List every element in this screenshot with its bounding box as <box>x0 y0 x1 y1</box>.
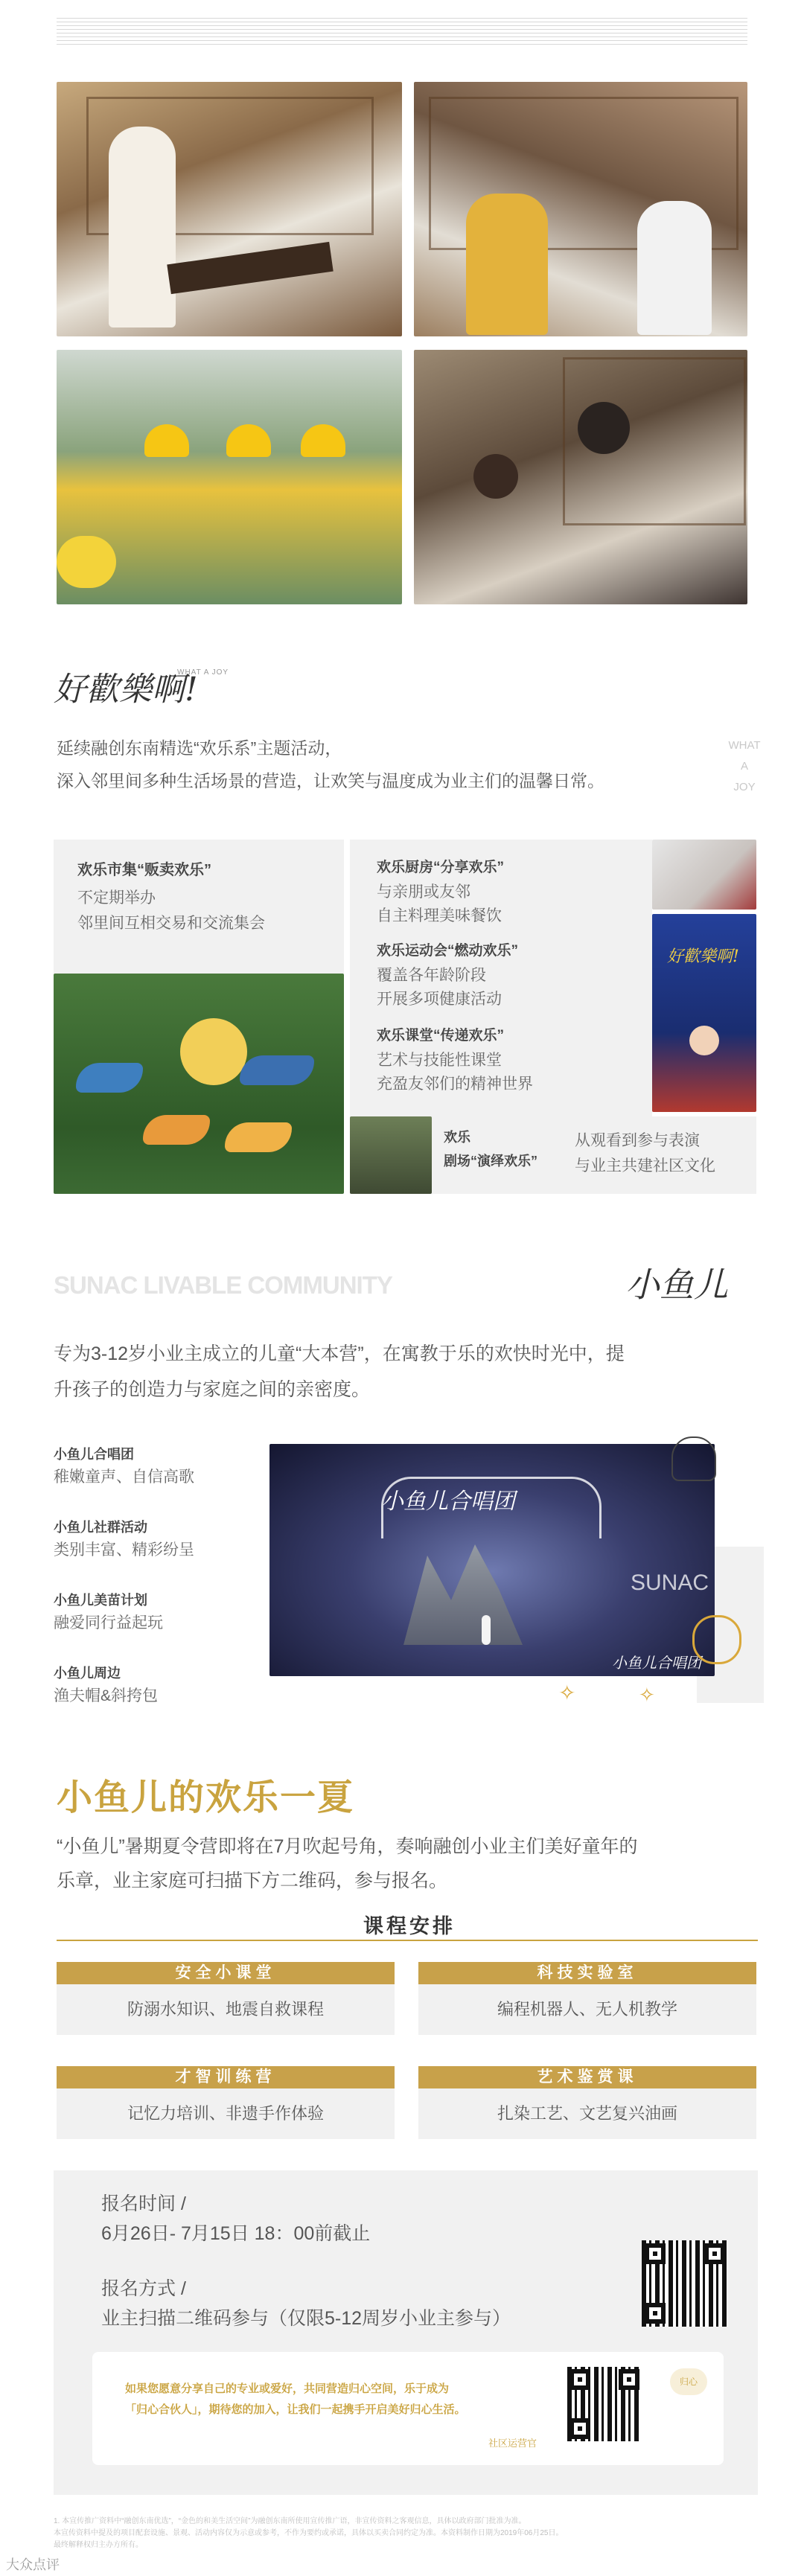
community-desc-1: 专为3-12岁小业主成立的儿童“大本营”，在寓教于乐的欢快时光中，提 <box>54 1343 625 1364</box>
course-content: 扎染工艺、文艺复兴油画 <box>418 2088 756 2139</box>
photo-child-performer <box>652 914 756 1112</box>
intro-line-1: 延续融创东南精选“欢乐系”主题活动， <box>57 738 342 758</box>
schedule-title: 课程安排 <box>363 1915 456 1937</box>
theatre-title-1: 欢乐 <box>444 1130 470 1145</box>
kitchen-title: 欢乐厨房“分享欢乐” <box>377 860 505 875</box>
photo-theatre <box>350 1116 432 1194</box>
partner-logo: 归心 <box>670 2368 707 2395</box>
star-icon: ✧ <box>558 1681 576 1704</box>
signup-time-value: 6月26日- 7月15日 18：00前截止 <box>101 2223 371 2244</box>
signup-method-value: 业主扫描二维码参与（仅限5-12周岁小业主参与） <box>101 2308 511 2329</box>
course-name: 艺术鉴赏课 <box>418 2066 756 2088</box>
stage-neon-sign: 小鱼儿合唱团 <box>381 1489 515 1515</box>
course-content: 记忆力培训、非遗手作体验 <box>57 2088 395 2139</box>
course-name: 科技实验室 <box>418 1962 756 1984</box>
community-desc-2: 升孩子的创造力与家庭之间的亲密度。 <box>54 1379 371 1400</box>
doodle-cat-icon <box>671 1436 716 1481</box>
sports-line-1: 覆盖各年龄阶段 <box>377 967 486 984</box>
brand-tiny-caption: WHAT A JOY <box>177 668 229 677</box>
theatre-line-1: 从观看到参与表演 <box>575 1132 700 1149</box>
program-item: 小鱼儿美苗计划 融爱同行益起玩 <box>54 1593 163 1631</box>
course-content: 防溺水知识、地震自救课程 <box>57 1984 395 2035</box>
kitchen-line-2: 自主料理美味餐饮 <box>377 907 502 924</box>
market-line-1: 不定期举办 <box>77 889 156 907</box>
summer-paragraph-1: “小鱼儿”暑期夏令营即将在7月吹起号角，奏响融创小业主们美好童年的 <box>57 1836 638 1857</box>
signup-qr-code[interactable] <box>642 2240 728 2327</box>
header-decoration-lines <box>57 18 747 48</box>
program-item: 小鱼儿周边 渔夫帽&斜挎包 <box>54 1666 159 1704</box>
intro-line-2: 深入邻里间多种生活场景的营造，让欢笑与温度成为业主们的温馨日常。 <box>57 771 604 790</box>
classroom-line-2: 充盈友邻们的精神世界 <box>377 1076 533 1093</box>
program-item: 小鱼儿社群活动 类别丰富、精彩纷呈 <box>54 1520 194 1559</box>
signup-time-label: 报名时间 / <box>101 2193 186 2214</box>
partner-line-2: 「归心合伙人」，期待您的加入，让我们一起携手开启美好归心生活。 <box>125 2403 466 2416</box>
program-item: 小鱼儿合唱团 稚嫩童声、自信高歌 <box>54 1447 194 1486</box>
side-vertical-text: WHAT A JOY <box>728 739 761 793</box>
course-name: 安全小课堂 <box>57 1962 395 1984</box>
photo-kitchen-hands <box>652 840 756 910</box>
theatre-title-2: 剧场“演绎欢乐” <box>444 1154 537 1169</box>
watermark-text: 大众点评 <box>6 2557 60 2572</box>
summer-paragraph-2: 乐章，业主家庭可扫描下方二维码，参与报名。 <box>57 1870 448 1891</box>
partner-line-1: 如果您愿意分享自己的专业或爱好，共同营造归心空间，乐于成为 <box>125 2382 450 2395</box>
photo-guzheng-player <box>57 82 402 336</box>
photo-tea-ceremony <box>414 82 747 336</box>
community-script-title: 小鱼儿 <box>625 1265 728 1305</box>
classroom-title: 欢乐课堂“传递欢乐” <box>377 1028 505 1043</box>
schedule-divider <box>57 1940 758 1941</box>
sports-line-2: 开展多项健康活动 <box>377 991 502 1008</box>
doodle-planet-icon <box>692 1615 741 1664</box>
partner-qr-caption: 社区运营官 <box>488 2438 537 2449</box>
photo-overlay-script: 好歡樂啊! <box>667 947 739 966</box>
brand-script-title: 好歡樂啊! <box>54 671 198 709</box>
market-line-2: 邻里间互相交易和交流集会 <box>77 915 265 932</box>
kitchen-line-1: 与亲朋或友邻 <box>377 883 470 901</box>
fish-icon: ✧ <box>639 1684 655 1706</box>
summer-heading: 小鱼儿的欢乐一夏 <box>57 1778 355 1818</box>
photo-fish-crafts <box>54 974 344 1194</box>
community-eng-title: SUNAC LIVABLE COMMUNITY <box>54 1271 392 1299</box>
photo-children-reading <box>57 350 402 604</box>
footer-disclaimer: 1. 本宣传推广资料中“融创东南优选”，“金色的和美生活空间”为融创东南所使用宣传推广语，非宣传资料之客观信息，具体以政府部门批准为准。 本宣传资料中提及的项目配套设施、景观、活动内容仅为示意或参考，不作为要约或承诺，具体以买卖合同约定为准。本资料制作日期为2019年06月25日。 最终解释权归主办方所有。 <box>54 2517 564 2549</box>
photo-choir-stage <box>269 1444 715 1676</box>
signup-method-label: 报名方式 / <box>101 2278 186 2299</box>
course-name: 才智训练营 <box>57 2066 395 2088</box>
classroom-line-1: 艺术与技能性课堂 <box>377 1052 502 1069</box>
partner-qr-code[interactable] <box>567 2367 642 2441</box>
market-title: 欢乐市集“贩卖欢乐” <box>77 862 211 878</box>
course-content: 编程机器人、无人机教学 <box>418 1984 756 2035</box>
photo-parent-child-reading <box>414 350 747 604</box>
stage-brand-logo: SUNAC <box>631 1570 709 1595</box>
stage-caption: 小鱼儿合唱团 <box>612 1654 701 1672</box>
sports-title: 欢乐运动会“燃动欢乐” <box>377 943 519 959</box>
theatre-line-2: 与业主共建社区文化 <box>575 1157 715 1174</box>
